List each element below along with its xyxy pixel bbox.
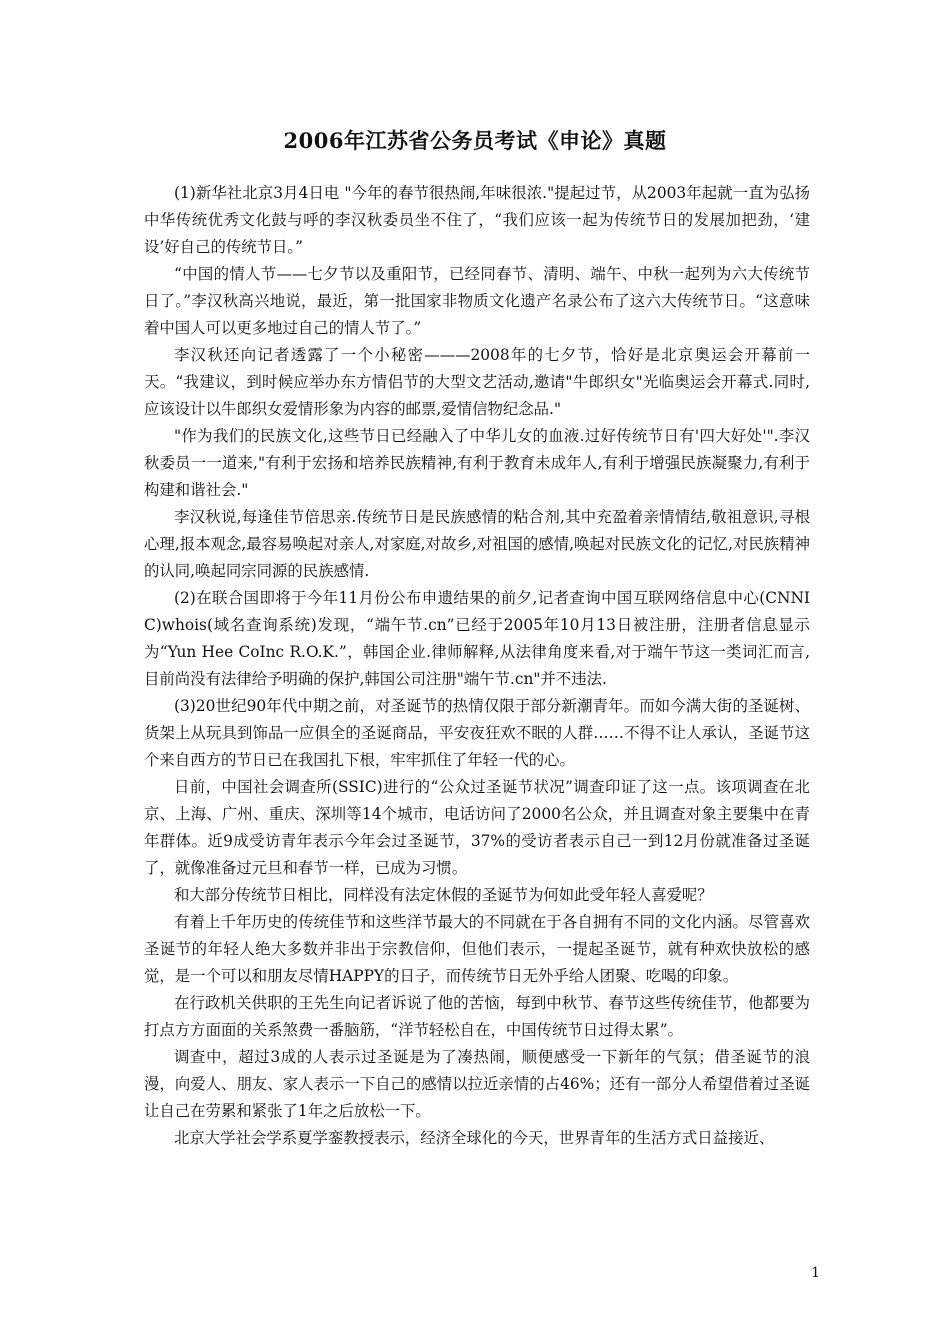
- page-number: 1: [811, 1265, 820, 1281]
- document-title: 2006年江苏省公务员考试《申论》真题: [283, 128, 667, 153]
- document-body: [144, 180, 810, 1152]
- paragraph-7: (3)20世纪90年代中期之前，对圣诞节的热情仅限于部分新潮青年。而如今满大街的圣诞树、货架上从玩具到饰品一应俱全的圣诞商品，平安夜狂欢不眠的人群……不得不让人承认，圣诞节这个来自西方的节日已在我国扎下根，牢牢抓住了年轻一代的心。: [144, 697, 810, 769]
- paragraph-1: (1)新华社北京3月4日电 "今年的春节很热闹,年味很浓."提起过节，从2003年起就一直为弘扬中华传统优秀文化鼓与呼的李汉秋委员坐不住了，“我们应该一起为传统节日的发展加把劲，‘建设’好自己的传统节日。”: [144, 184, 810, 256]
- paragraph-13: 北京大学社会学系夏学銮教授表示，经济全球化的今天，世界青年的生活方式日益接近、: [174, 1129, 775, 1147]
- paragraph-6: (2)在联合国即将于今年11月份公布申遗结果的前夕,记者查询中国互联网络信息中心(CNNIC)whois(域名查询系统)发现，“端午节.cn”已经于2005年10月13日被注册，注册者信息显示为“Yun Hee CoInc R.O.K.”，韩国企业.律师解释,从法律角度来看,对于端午节这一类词汇而言,目前尚没有法律给予明确的保护,韩国公司注册"端午节.cn"并不违法.: [144, 589, 810, 688]
- paragraph-5: 李汉秋说,每逢佳节倍思亲.传统节日是民族感情的粘合剂,其中充盈着亲情情结,敬祖意识,寻根心理,报本观念,最容易唤起对亲人,对家庭,对故乡,对祖国的感情,唤起对民族文化的记忆,对民族精神的认同,唤起同宗同源的民族感情.: [144, 508, 810, 580]
- paragraph-8: 日前，中国社会调查所(SSIC)进行的“公众过圣诞节状况”调查印证了这一点。该项调查在北京、上海、广州、重庆、深圳等14个城市，电话访问了2000名公众，并且调查对象主要集中在青年群体。近9成受访青年表示今年会过圣诞节，37%的受访者表示自己一到12月份就准备过圣诞了，就像准备过元旦和春节一样，已成为习惯。: [144, 778, 810, 877]
- paragraph-11: 在行政机关供职的王先生向记者诉说了他的苦恼，每到中秋节、春节这些传统佳节，他都要为打点方方面面的关系煞费一番脑筋，“洋节轻松自在，中国传统节日过得太累”。: [144, 994, 810, 1039]
- paragraph-10: 有着上千年历史的传统佳节和这些洋节最大的不同就在于各自拥有不同的文化内涵。尽管喜欢圣诞节的年轻人绝大多数并非出于宗教信仰，但他们表示，一提起圣诞节，就有种欢快放松的感觉，是一个可以和朋友尽情HAPPY的日子，而传统节日无外乎给人团聚、吃喝的印象。: [144, 913, 810, 985]
- paragraph-4: "作为我们的民族文化,这些节日已经融入了中华儿女的血液.过好传统节日有'四大好处'".李汉秋委员一一道来,"有利于宏扬和培养民族精神,有利于教育未成年人,有利于增强民族凝聚力,有利于构建和谐社会.": [144, 427, 810, 499]
- paragraph-9: 和大部分传统节日相比，同样没有法定休假的圣诞节为何如此受年轻人喜爱呢？: [174, 886, 713, 904]
- paragraph-12: 调查中，超过3成的人表示过圣诞是为了凑热闹，顺便感受一下新年的气氛；借圣诞节的浪漫，向爱人、朋友、家人表示一下自己的感情以拉近亲情的占46%；还有一部分人希望借着过圣诞让自己在劳累和紧张了1年之后放松一下。: [144, 1048, 810, 1120]
- paragraph-2: “中国的情人节——七夕节以及重阳节，已经同春节、清明、端午、中秋一起列为六大传统节日了。”李汉秋高兴地说，最近，第一批国家非物质文化遗产名录公布了这六大传统节日。“这意味着中国人可以更多地过自己的情人节了。”: [144, 265, 810, 337]
- paragraph-3: 李汉秋还向记者透露了一个小秘密———2008年的七夕节，恰好是北京奥运会开幕前一天。“我建议，到时候应举办东方情侣节的大型文艺活动,邀请"牛郎织女"光临奥运会开幕式.同时,应该设计以牛郎织女爱情形象为内容的邮票,爱情信物纪念品.": [144, 346, 810, 418]
